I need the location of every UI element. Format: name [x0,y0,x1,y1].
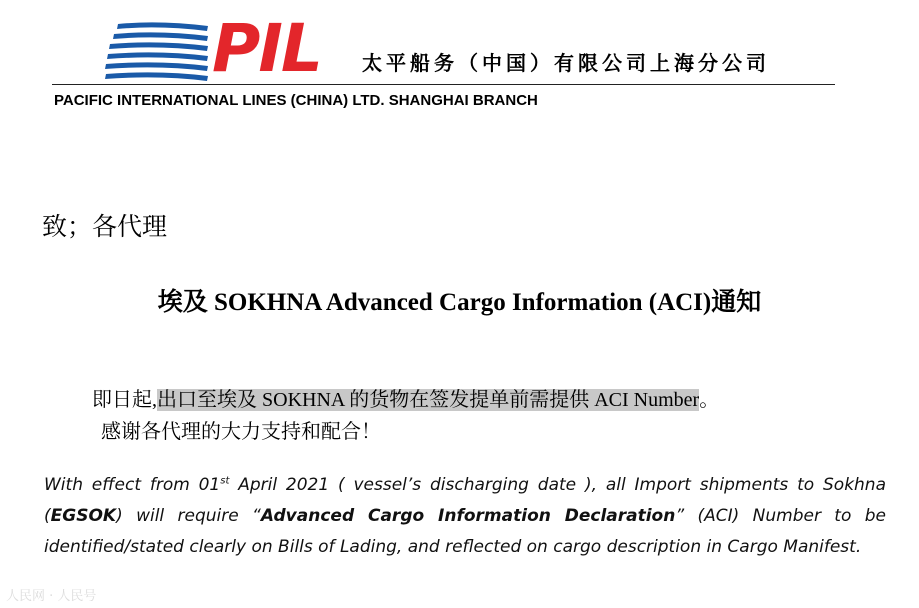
salutation: 致；各代理 [42,212,168,241]
company-name-cn: 太平船务（中国）有限公司上海分公司 [362,51,770,75]
notice-title: 埃及 SOKHNA Advanced Cargo Information (ACI)通知 [157,289,762,316]
en-part-1: With effect from 01 [44,475,221,495]
en-part-6: ) will require “ [116,506,261,526]
pil-logo [104,10,354,87]
en-port-code: EGSOK [50,506,117,526]
en-part-2: April 2021 ( vessel’s discharging date ), all Import shipments to [229,475,823,495]
cn-notice-line-2: 感谢各代理的大力支持和配合！ [101,421,381,443]
cn-line1-suffix: 。 [699,389,720,411]
header-divider [52,84,835,85]
en-part-8: ” (ACI) Number to be identified/stated clearly on Bills of Lading, and reflected on cargo description in Cargo Manifest. [44,506,886,557]
en-ordinal-suffix: st [220,475,230,487]
watermark: 人民网 · 人民号 [6,589,97,604]
cn-line1-prefix: 即日起, [92,389,157,411]
en-notice-paragraph [44,470,886,563]
wave-stripes-icon [104,22,214,84]
cn-notice-line-1 [92,383,719,412]
en-port-name: Sokhna [823,475,887,495]
cn-line1-highlighted: 出口至埃及 SOKHNA 的货物在签发提单前需提供 ACI Number [157,389,700,411]
en-aci-term: Advanced Cargo Information Declaration [260,506,676,526]
en-part-4: ( [44,506,51,526]
company-name-en: PACIFIC INTERNATIONAL LINES (CHINA) LTD. SHANGHAI BRANCH [54,92,538,109]
logo-wordmark: PIL [212,10,321,87]
